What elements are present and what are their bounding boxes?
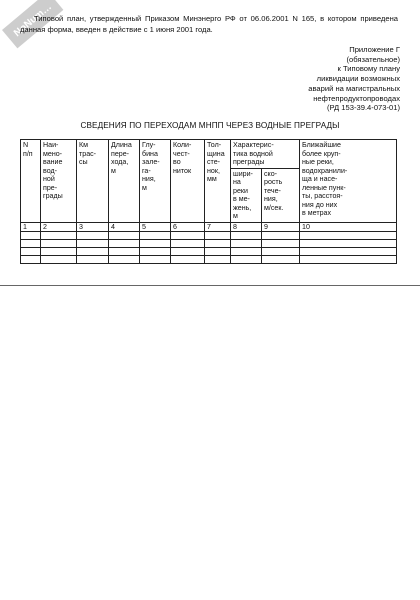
table-cell (109, 240, 140, 248)
table-cell (41, 232, 77, 240)
appendix-line: нефтепродуктопроводах (313, 93, 400, 103)
table-row (21, 248, 397, 256)
table-cell (109, 232, 140, 240)
crossings-table (20, 139, 397, 264)
table-cell (109, 256, 140, 264)
column-number: 2 (41, 222, 77, 232)
table-header-row (21, 140, 397, 169)
header-cell: Глу- бина зале- га- ния, м (140, 140, 171, 223)
header-cell: Длина пере- хода, м (109, 140, 140, 223)
document-note: Типовой план, утвержденный Приказом Минэнерго РФ от 06.06.2001 N 165, в котором приведена данная форма, введен в действие с 1 июня 2001 года. (20, 14, 398, 34)
page-divider (0, 285, 420, 286)
table-cell (77, 248, 109, 256)
table-row (21, 240, 397, 248)
table-cell (41, 240, 77, 248)
table-cell (300, 256, 397, 264)
table-cell (231, 240, 262, 248)
table-cell (140, 256, 171, 264)
column-number: 10 (300, 222, 397, 232)
column-number: 3 (77, 222, 109, 232)
table-cell (300, 240, 397, 248)
appendix-line: ликвидации возможных (316, 74, 400, 84)
appendix-line: аварий на магистральных (308, 83, 400, 93)
table-cell (77, 232, 109, 240)
table-cell (41, 248, 77, 256)
column-number: 6 (171, 222, 205, 232)
table-cell (171, 256, 205, 264)
table-cell (109, 248, 140, 256)
table-row (21, 256, 397, 264)
table-cell (262, 232, 300, 240)
table-cell (205, 232, 231, 240)
table-row (21, 232, 397, 240)
table-cell (140, 240, 171, 248)
table-cell (171, 240, 205, 248)
table-cell (262, 248, 300, 256)
column-number: 4 (109, 222, 140, 232)
form-title: СВЕДЕНИЯ ПО ПЕРЕХОДАМ МНПП ЧЕРЕЗ ВОДНЫЕ ПРЕГРАДЫ (80, 121, 340, 130)
table-cell (231, 248, 262, 256)
watermark-logo: NoNum… (2, 0, 63, 48)
table-cell (231, 256, 262, 264)
table-cell (300, 248, 397, 256)
appendix-caption (200, 45, 400, 113)
column-number-row (21, 222, 397, 232)
header-cell: Км трас- сы (77, 140, 109, 223)
table-cell (140, 248, 171, 256)
table-cell (231, 232, 262, 240)
table-cell (41, 256, 77, 264)
header-cell: Характерис- тика водной преграды (231, 140, 300, 169)
table-cell (21, 256, 41, 264)
table-cell (300, 232, 397, 240)
table-cell (21, 240, 41, 248)
table-cell (140, 232, 171, 240)
table-cell (262, 240, 300, 248)
table-cell (77, 256, 109, 264)
table-cell (21, 232, 41, 240)
table-cell (171, 248, 205, 256)
table-cell (21, 248, 41, 256)
appendix-line: (РД 153-39.4-073-01) (326, 103, 400, 113)
header-cell: Тол- щина сте- нок, мм (205, 140, 231, 223)
column-number: 5 (140, 222, 171, 232)
table-cell (205, 240, 231, 248)
header-cell: Наи- мено- вание вод- ной пре- грады (41, 140, 77, 223)
header-cell: Ближайшие более круп- ные реки, водохранили- ща и насе- ленные пунк- ты, расстоя- ния до них в метрах (300, 140, 397, 223)
table-cell (205, 256, 231, 264)
header-cell: N п/п (21, 140, 41, 223)
table-cell (262, 256, 300, 264)
header-cell: ско- рость тече- ния, м/сек. (262, 168, 300, 222)
table-cell (205, 248, 231, 256)
column-number: 9 (262, 222, 300, 232)
table-cell (77, 240, 109, 248)
column-number: 1 (21, 222, 41, 232)
column-number: 8 (231, 222, 262, 232)
header-cell: Коли- чест- во ниток (171, 140, 205, 223)
header-cell: шири- на реки в ме- жень, м (231, 168, 262, 222)
appendix-line: к Типовому плану (337, 64, 400, 74)
column-number: 7 (205, 222, 231, 232)
table-cell (171, 232, 205, 240)
appendix-line: (обязательное) (346, 54, 400, 64)
appendix-line: Приложение Г (349, 45, 400, 54)
